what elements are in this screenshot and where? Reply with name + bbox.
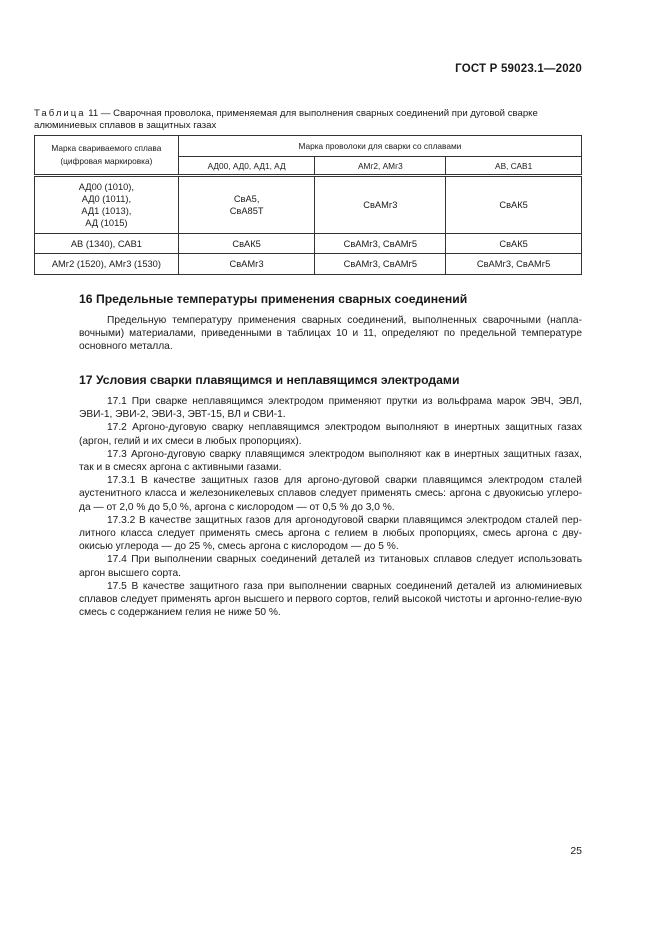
table-cell: СвАК5 [446, 176, 582, 234]
paragraph: 17.2 Аргоно-дуговую сварку неплавящимся электродом выполняют в инертных защитных газах (аргон, гелий и их смеси в любых пропорциях). [79, 422, 582, 447]
section-16-body [79, 314, 582, 354]
table-row [35, 234, 582, 254]
table-caption [34, 108, 582, 132]
paragraph: Предельную температуру применения сварных соединений, выполненных сварочными (напла-вочными) материалами, приведенными в таблицах 10 и 11, определяют по предельной температуре основного металла. [79, 315, 582, 353]
table-cell: СвАМг3, СвАМг5 [315, 234, 446, 254]
table-subheader-2: АМг2, АМг3 [315, 157, 446, 176]
table-caption-text: 11 — Сварочная проволока, применяемая для выполнения сварных соединений при дуговой сварке алюминиевых сплавов в защитных газах [34, 108, 538, 131]
table-cell: СвАК5 [178, 234, 315, 254]
section-16-heading: 16 Предельные температуры применения сварных соединений [79, 292, 468, 306]
table-header-wire-group: Марка проволоки для сварки со сплавами [178, 136, 581, 157]
paragraph: 17.3 Аргоно-дуговую сварку плавящимся электродом выполняют как в инертных защитных газах, так и в смесях аргона с активными газами. [79, 448, 582, 474]
table-cell-alloy: АВ (1340), САВ1 [35, 234, 179, 254]
paragraph: 17.1 При сварке неплавящимся электродом применяют прутки из вольфрама марок ЭВЧ, ЭВЛ, ЭВИ-1, ЭВИ-2, ЭВИ-3, ЭВТ-15, ВЛ и СВИ-1. [79, 396, 582, 421]
table-header-alloy: Марка свариваемого сплава (цифровая маркировка) [35, 136, 179, 176]
table-cell: СвА5, СвА85Т [178, 176, 315, 234]
table-subheader-1: АД00, АД0, АД1, АД [178, 157, 315, 176]
table-cell: СвАМг3, СвАМг5 [446, 254, 582, 275]
table-cell-alloy: АМг2 (1520), АМг3 (1530) [35, 254, 179, 275]
table-cell-alloy: АД00 (1010), АД0 (1011), АД1 (1013), АД (1015) [35, 176, 179, 234]
table-cell: СвАК5 [446, 234, 582, 254]
table-cell: СвАМг3 [178, 254, 315, 275]
table-caption-label: Таблица [34, 108, 86, 119]
table-subheader-3: АВ, САВ1 [446, 157, 582, 176]
welding-wire-table [34, 135, 582, 275]
paragraph: 17.4 При выполнении сварных соединений деталей из титановых сплавов следует использовать аргон высшего сорта. [79, 554, 582, 579]
page-number: 25 [570, 845, 582, 857]
table-row [35, 176, 582, 234]
paragraph: 17.3.2 В качестве защитных газов для аргонодуговой сварки плавящимся электродом сталей пер-литного класса следует применять смесь аргона с гелием в любых пропорциях, смесь аргона с дву-окисью углерода — до 25 %, смесь аргона с кислородом — до 5 %. [79, 514, 582, 553]
table-row [35, 254, 582, 275]
table-cell: СвАМг3, СвАМг5 [315, 254, 446, 275]
table-cell: СвАМг3 [315, 176, 446, 234]
document-standard-number: ГОСТ Р 59023.1—2020 [455, 63, 582, 75]
paragraph: 17.3.1 В качестве защитных газов для аргоно-дуговой сварки плавящимся электродом сталей аустенитного класса и железоникелевых сплавов следует применять смесь: аргона с двуокисью углеро-да — от 2,0 % до 5,0 %, аргона с кислородом — от 0,5 % до 3,0 %. [79, 475, 582, 513]
paragraph: 17.5 В качестве защитного газа при выполнении сварных соединений деталей из алюминиевых сплавов следует применять аргон высшего и первого сортов, гелий высокой чистоты и аргонно-гелие-вую смесь с содержанием гелия не ниже 50 %. [79, 580, 582, 619]
section-17-heading: 17 Условия сварки плавящимся и неплавящимся электродами [79, 373, 460, 387]
section-17-body [79, 395, 582, 619]
